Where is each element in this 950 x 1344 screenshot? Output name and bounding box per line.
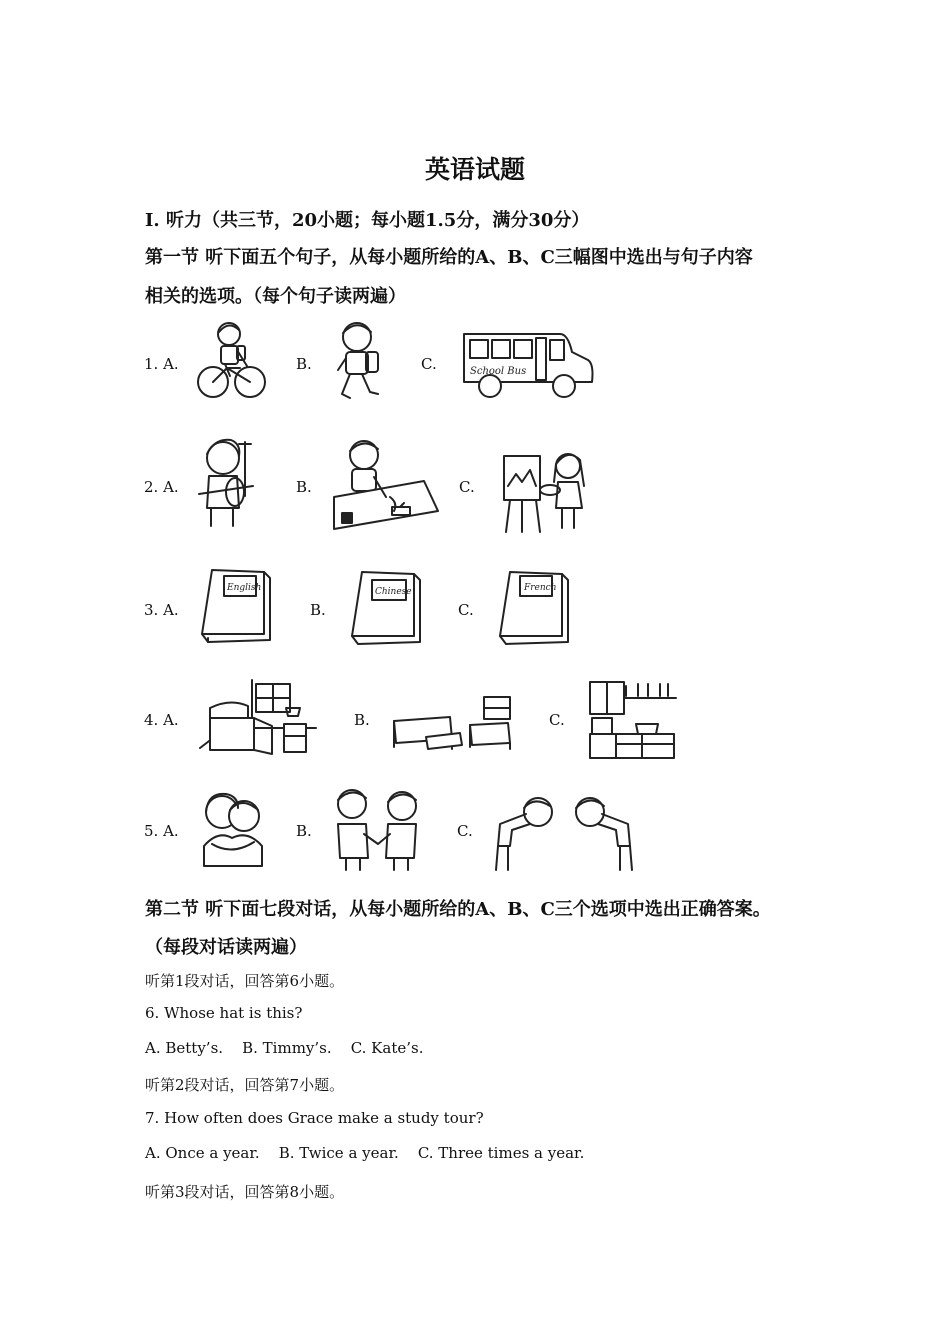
kitchen-icon (586, 678, 678, 760)
book-label-english: English (227, 583, 262, 593)
q3-label-c: C. (458, 601, 474, 619)
q4-label-c: C. (549, 711, 565, 729)
question-6-options: A. Betty’s. B. Timmy’s. C. Kate’s. (145, 1039, 424, 1057)
dialogue3-intro: 听第3段对话，回答第8小题。 (145, 1183, 345, 1201)
dialogue2-intro: 听第2段对话，回答第7小题。 (145, 1076, 345, 1094)
q5-label-b: B. (296, 822, 312, 840)
part2-instruction-line1: 第二节 听下面七段对话，从每小题所给的A、B、C三个选项中选出正确答案。 (145, 899, 771, 920)
bus-label: School Bus (470, 366, 527, 377)
q1-label-b: B. (296, 355, 312, 373)
book-label-chinese: Chinese (375, 587, 412, 597)
q2-label-a: 2. A. (144, 478, 179, 496)
q5-label-c: C. (457, 822, 473, 840)
question-6: 6. Whose hat is this? (145, 1004, 303, 1022)
q1-label-c: C. (421, 355, 437, 373)
girl-painting-icon (498, 446, 594, 534)
question-7-options: A. Once a year. B. Twice a year. C. Three times a year. (145, 1144, 585, 1162)
section-header-listening: I. 听力（共三节，20小题；每小题1.5分，满分30分） (145, 210, 590, 231)
q5-label-a: 5. A. (144, 822, 179, 840)
q4-label-a: 4. A. (144, 711, 179, 729)
page-title: 英语试题 (424, 155, 525, 184)
part1-instruction-line2: 相关的选项。（每个句子读两遍） (145, 286, 406, 307)
french-book-icon (496, 570, 574, 648)
q2-label-c: C. (459, 478, 475, 496)
boy-riding-bike-icon (195, 320, 265, 402)
part2-instruction-line2: （每段对话读两遍） (145, 937, 307, 958)
q1-label-a: 1. A. (144, 355, 179, 373)
chinese-book-icon (348, 570, 426, 648)
boy-doing-calligraphy-icon (328, 437, 452, 533)
q3-label-b: B. (310, 601, 326, 619)
people-hugging-icon (198, 786, 268, 870)
people-shaking-hands-icon (330, 786, 426, 872)
living-room-icon (390, 695, 518, 757)
bedroom-icon (196, 678, 324, 760)
part1-instruction-line1: 第一节 听下面五个句子，从每小题所给的A、B、C三幅图中选出与句子内容 (145, 247, 753, 268)
q4-label-b: B. (354, 711, 370, 729)
question-7: 7. How often does Grace make a study tour? (145, 1109, 484, 1127)
school-bus-icon (460, 328, 596, 400)
book-label-french: French (524, 583, 557, 593)
q2-label-b: B. (296, 478, 312, 496)
boy-playing-violin-icon (195, 436, 263, 532)
people-bowing-icon (490, 790, 642, 872)
dialogue1-intro: 听第1段对话，回答第6小题。 (145, 972, 345, 990)
boy-walking-icon (330, 320, 388, 402)
q3-label-a: 3. A. (144, 601, 179, 619)
english-book-icon (198, 568, 276, 646)
